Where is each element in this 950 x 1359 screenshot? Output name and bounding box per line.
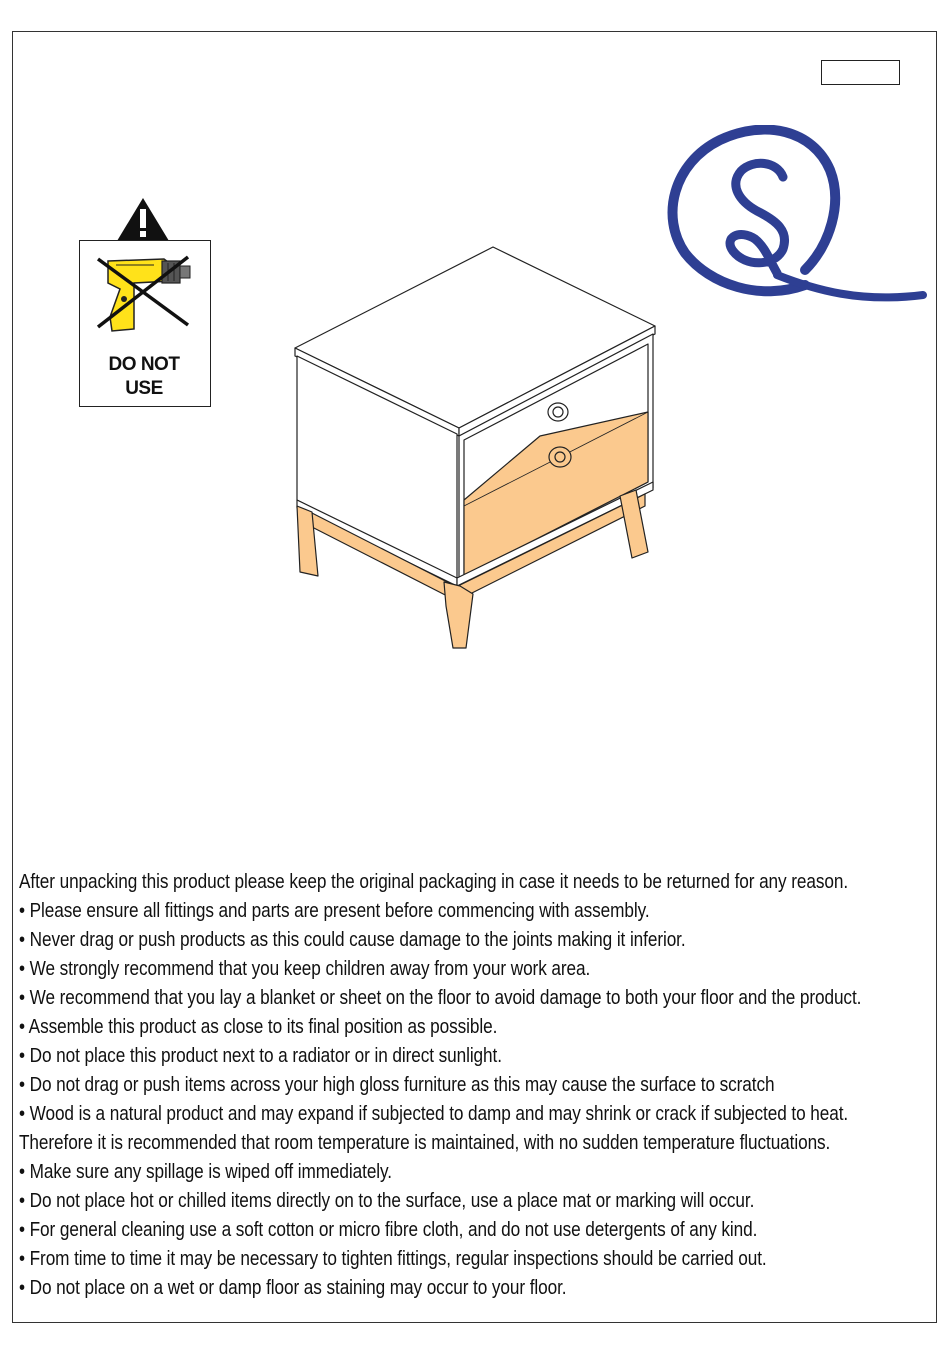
note-line: • Assemble this product as close to its final position as possible. bbox=[19, 1016, 498, 1038]
note-line: After unpacking this product please keep the original packaging in case it needs to be returned for any reason. bbox=[19, 871, 849, 893]
product-code-box bbox=[821, 60, 900, 85]
note-line: Therefore it is recommended that room temperature is maintained, with no sudden temperature fluctuations. bbox=[19, 1132, 831, 1154]
warning-label-line2: USE bbox=[125, 378, 163, 399]
warning-sign bbox=[79, 196, 212, 408]
warning-box bbox=[79, 240, 211, 407]
note-line: • Do not place on a wet or damp floor as staining may occur to your floor. bbox=[19, 1277, 567, 1299]
warning-label-line1: DO NOT bbox=[108, 354, 180, 375]
bedside-table-illustration bbox=[290, 244, 660, 654]
no-power-drill-icon bbox=[94, 251, 194, 335]
note-line: • We recommend that you lay a blanket or sheet on the floor to avoid damage to both your floor and the product. bbox=[19, 987, 862, 1009]
care-instructions bbox=[19, 868, 939, 1303]
warning-triangle-icon bbox=[115, 196, 171, 242]
note-line: • Do not place this product next to a radiator or in direct sunlight. bbox=[19, 1045, 502, 1067]
note-line: • From time to time it may be necessary to tighten fittings, regular inspections should be carried out. bbox=[19, 1248, 767, 1270]
note-line: • Make sure any spillage is wiped off immediately. bbox=[19, 1161, 392, 1183]
note-line: • Do not drag or push items across your high gloss furniture as this may cause the surface to scratch bbox=[19, 1074, 775, 1096]
note-line: • For general cleaning use a soft cotton or micro fibre cloth, and do not use detergents of any kind. bbox=[19, 1219, 758, 1241]
note-line: • Do not place hot or chilled items directly on to the surface, use a place mat or marking will occur. bbox=[19, 1190, 755, 1212]
note-line: • Please ensure all fittings and parts are present before commencing with assembly. bbox=[19, 900, 650, 922]
note-line: • Wood is a natural product and may expand if subjected to damp and may shrink or crack if subjected to heat. bbox=[19, 1103, 849, 1125]
note-line: • Never drag or push products as this could cause damage to the joints making it inferior. bbox=[19, 929, 686, 951]
sq-logo-icon bbox=[665, 125, 930, 310]
warning-label bbox=[80, 353, 208, 401]
note-line: • We strongly recommend that you keep children away from your work area. bbox=[19, 958, 591, 980]
